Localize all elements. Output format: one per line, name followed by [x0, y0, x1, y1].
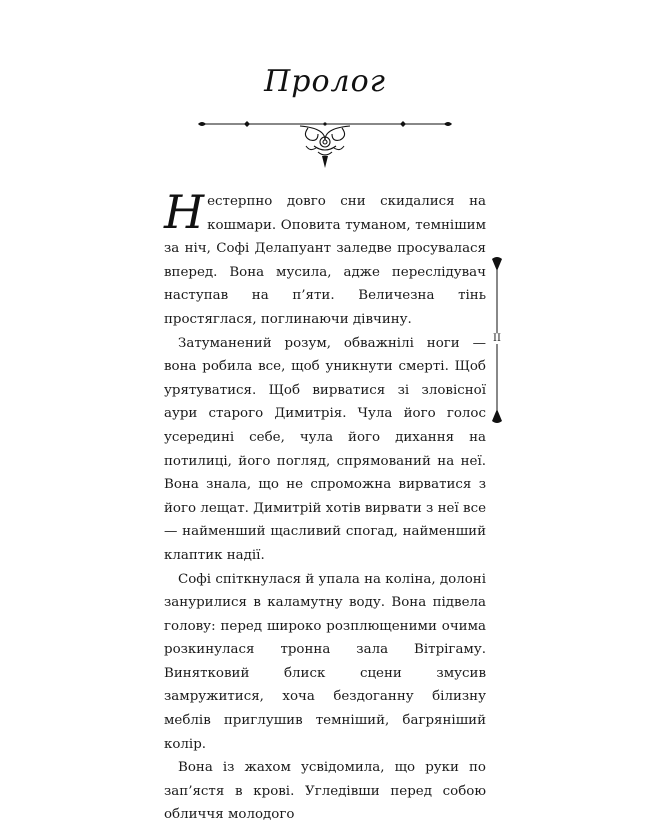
chapter-title: Пролог: [264, 64, 386, 99]
page-number: II: [490, 333, 504, 344]
title-ornament-icon: [196, 112, 454, 170]
drop-cap: Н: [164, 185, 205, 239]
paragraph: [164, 185, 486, 332]
paragraph: Софі спіткнулася й упала на коліна, долоні занурилися в каламутну воду. Вона підвела голову: перед широко розплющеними очима розкинулася тронна зала Вітрігаму. Винятковий блиск сцени змусив замружитися, хоча бездоганну білизну меблів приглушив темніший, багряніший колір.: [164, 571, 486, 752]
paragraph: Вона із жахом усвідомила, що руки по зап’ястя в крові. Угледівши перед собою обличчя молодого: [164, 760, 486, 823]
paragraph-text: естерпно довго сни скидалися на кошмари. Оповита туманом, темнішим за ніч, Софі Делапуант заледве просувалася вперед. Вона мусила, адже переслідувач наступав на п’яти. Величезна тінь простяглася, поглинаючи дівчину.: [164, 194, 486, 327]
chapter-body: [164, 185, 486, 827]
paragraph: Затуманений розум, обважнілі ноги — вона робила все, щоб уникнути смерті. Щоб урятуватися. Щоб вирватися зі зловісної аури старого Димитрія. Чула його голос усередині себе, чула його дихання на потилиці, його погляд, спрямований на неї. Вона знала, що не спроможна вирватися з його лещат. Димитрій хотів вирвати з неї все — найменший щасливий спогад, найменший клаптик надії.: [164, 335, 486, 563]
